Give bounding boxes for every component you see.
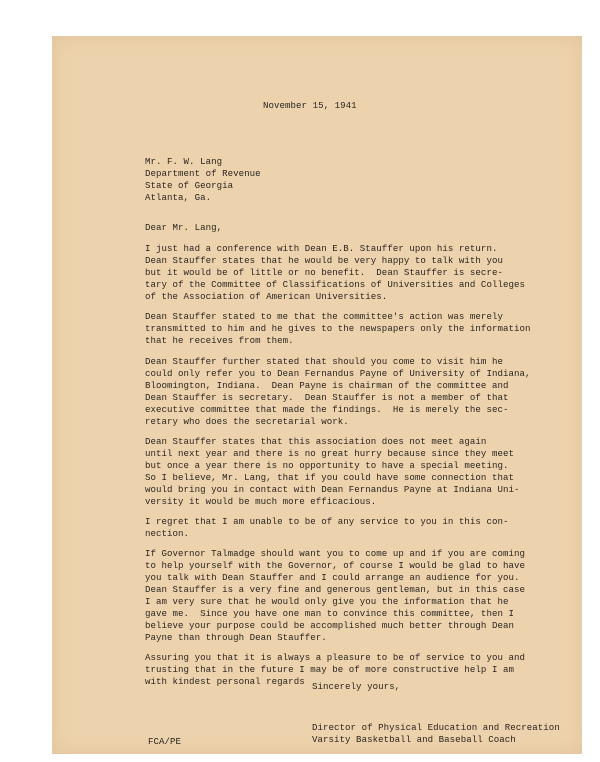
paragraph-1-line: Dean Stauffer states that he would be very happy to talk with you [145, 255, 503, 266]
paragraph-1-line: tary of the Committee of Classifications of Universities and Colleges [145, 279, 525, 290]
paragraph-4-line: but once a year there is no opportunity to have a special meeting. [145, 460, 509, 471]
address-line-state: State of Georgia [145, 180, 234, 191]
paragraph-1-line: I just had a conference with Dean E.B. Stauffer upon his return. [145, 243, 498, 254]
paragraph-3-line: Dean Stauffer is secretary. Dean Stauffer is not a member of that [145, 392, 509, 403]
paragraph-7-line: trusting that in the future I may be of more constructive help I am [145, 664, 514, 675]
paragraph-4-line: Dean Stauffer states that this association does not meet again [145, 436, 487, 447]
paragraph-6-line: Dean Stauffer is a very fine and generous gentleman, but in this case [145, 584, 525, 595]
paragraph-2-line: that he receives from them. [145, 335, 294, 346]
paragraph-6-line: If Governor Talmadge should want you to come up and if you are coming [145, 548, 525, 559]
paragraph-6-line: to help yourself with the Governor, of course I would be glad to have [145, 560, 525, 571]
paragraph-3-line: could only refer you to Dean Fernandus Payne of University of Indiana, [145, 368, 531, 379]
paragraph-3-line: Dean Stauffer further stated that should you come to visit him he [145, 356, 503, 367]
paragraph-3-line: retary who does the secretarial work. [145, 416, 349, 427]
paragraph-4-line: So I believe, Mr. Lang, that if you could have some connection that [145, 472, 514, 483]
reference-initials: FCA/PE [148, 736, 182, 747]
paragraph-4-line: versity it would be much more efficacious. [145, 496, 377, 507]
paragraph-6-line: you talk with Dean Stauffer and I could arrange an audience for you. [145, 572, 520, 583]
paragraph-4-line: would bring you in contact with Dean Fernandus Payne at Indiana Uni- [145, 484, 520, 495]
signature-title-line-1: Director of Physical Education and Recreation [312, 722, 560, 733]
paragraph-7-line: Assuring you that it is always a pleasure to be of service to you and [145, 652, 525, 663]
salutation: Dear Mr. Lang, [145, 222, 223, 233]
address-line-name: Mr. F. W. Lang [145, 156, 223, 167]
letter-date: November 15, 1941 [263, 100, 357, 111]
paragraph-7-line: with kindest personal regards [145, 676, 305, 687]
signature-title-line-2: Varsity Basketball and Baseball Coach [312, 734, 516, 745]
paragraph-3-line: executive committee that made the findings. He is merely the sec- [145, 404, 509, 415]
paragraph-1-line: but it would be of little or no benefit. Dean Stauffer is secre- [145, 267, 503, 278]
closing: Sincerely yours, [312, 681, 401, 692]
paragraph-3-line: Bloomington, Indiana. Dean Payne is chairman of the committee and [145, 380, 509, 391]
paragraph-6-line: Payne than through Dean Stauffer. [145, 632, 327, 643]
paragraph-6-line: believe your purpose could be accomplished much better through Dean [145, 620, 514, 631]
address-line-department: Department of Revenue [145, 168, 261, 179]
paragraph-2-line: Dean Stauffer stated to me that the committee's action was merely [145, 311, 503, 322]
paragraph-5-line: nection. [145, 528, 190, 539]
paragraph-2-line: transmitted to him and he gives to the newspapers only the information [145, 323, 531, 334]
paragraph-6-line: gave me. Since you have one man to convince this committee, then I [145, 608, 514, 619]
paragraph-6-line: I am very sure that he would only give you the information that he [145, 596, 509, 607]
paragraph-1-line: of the Association of American Universities. [145, 291, 388, 302]
address-line-city: Atlanta, Ga. [145, 192, 212, 203]
paragraph-5-line: I regret that I am unable to be of any service to you in this con- [145, 516, 509, 527]
paragraph-4-line: until next year and there is no great hurry because since they meet [145, 448, 514, 459]
